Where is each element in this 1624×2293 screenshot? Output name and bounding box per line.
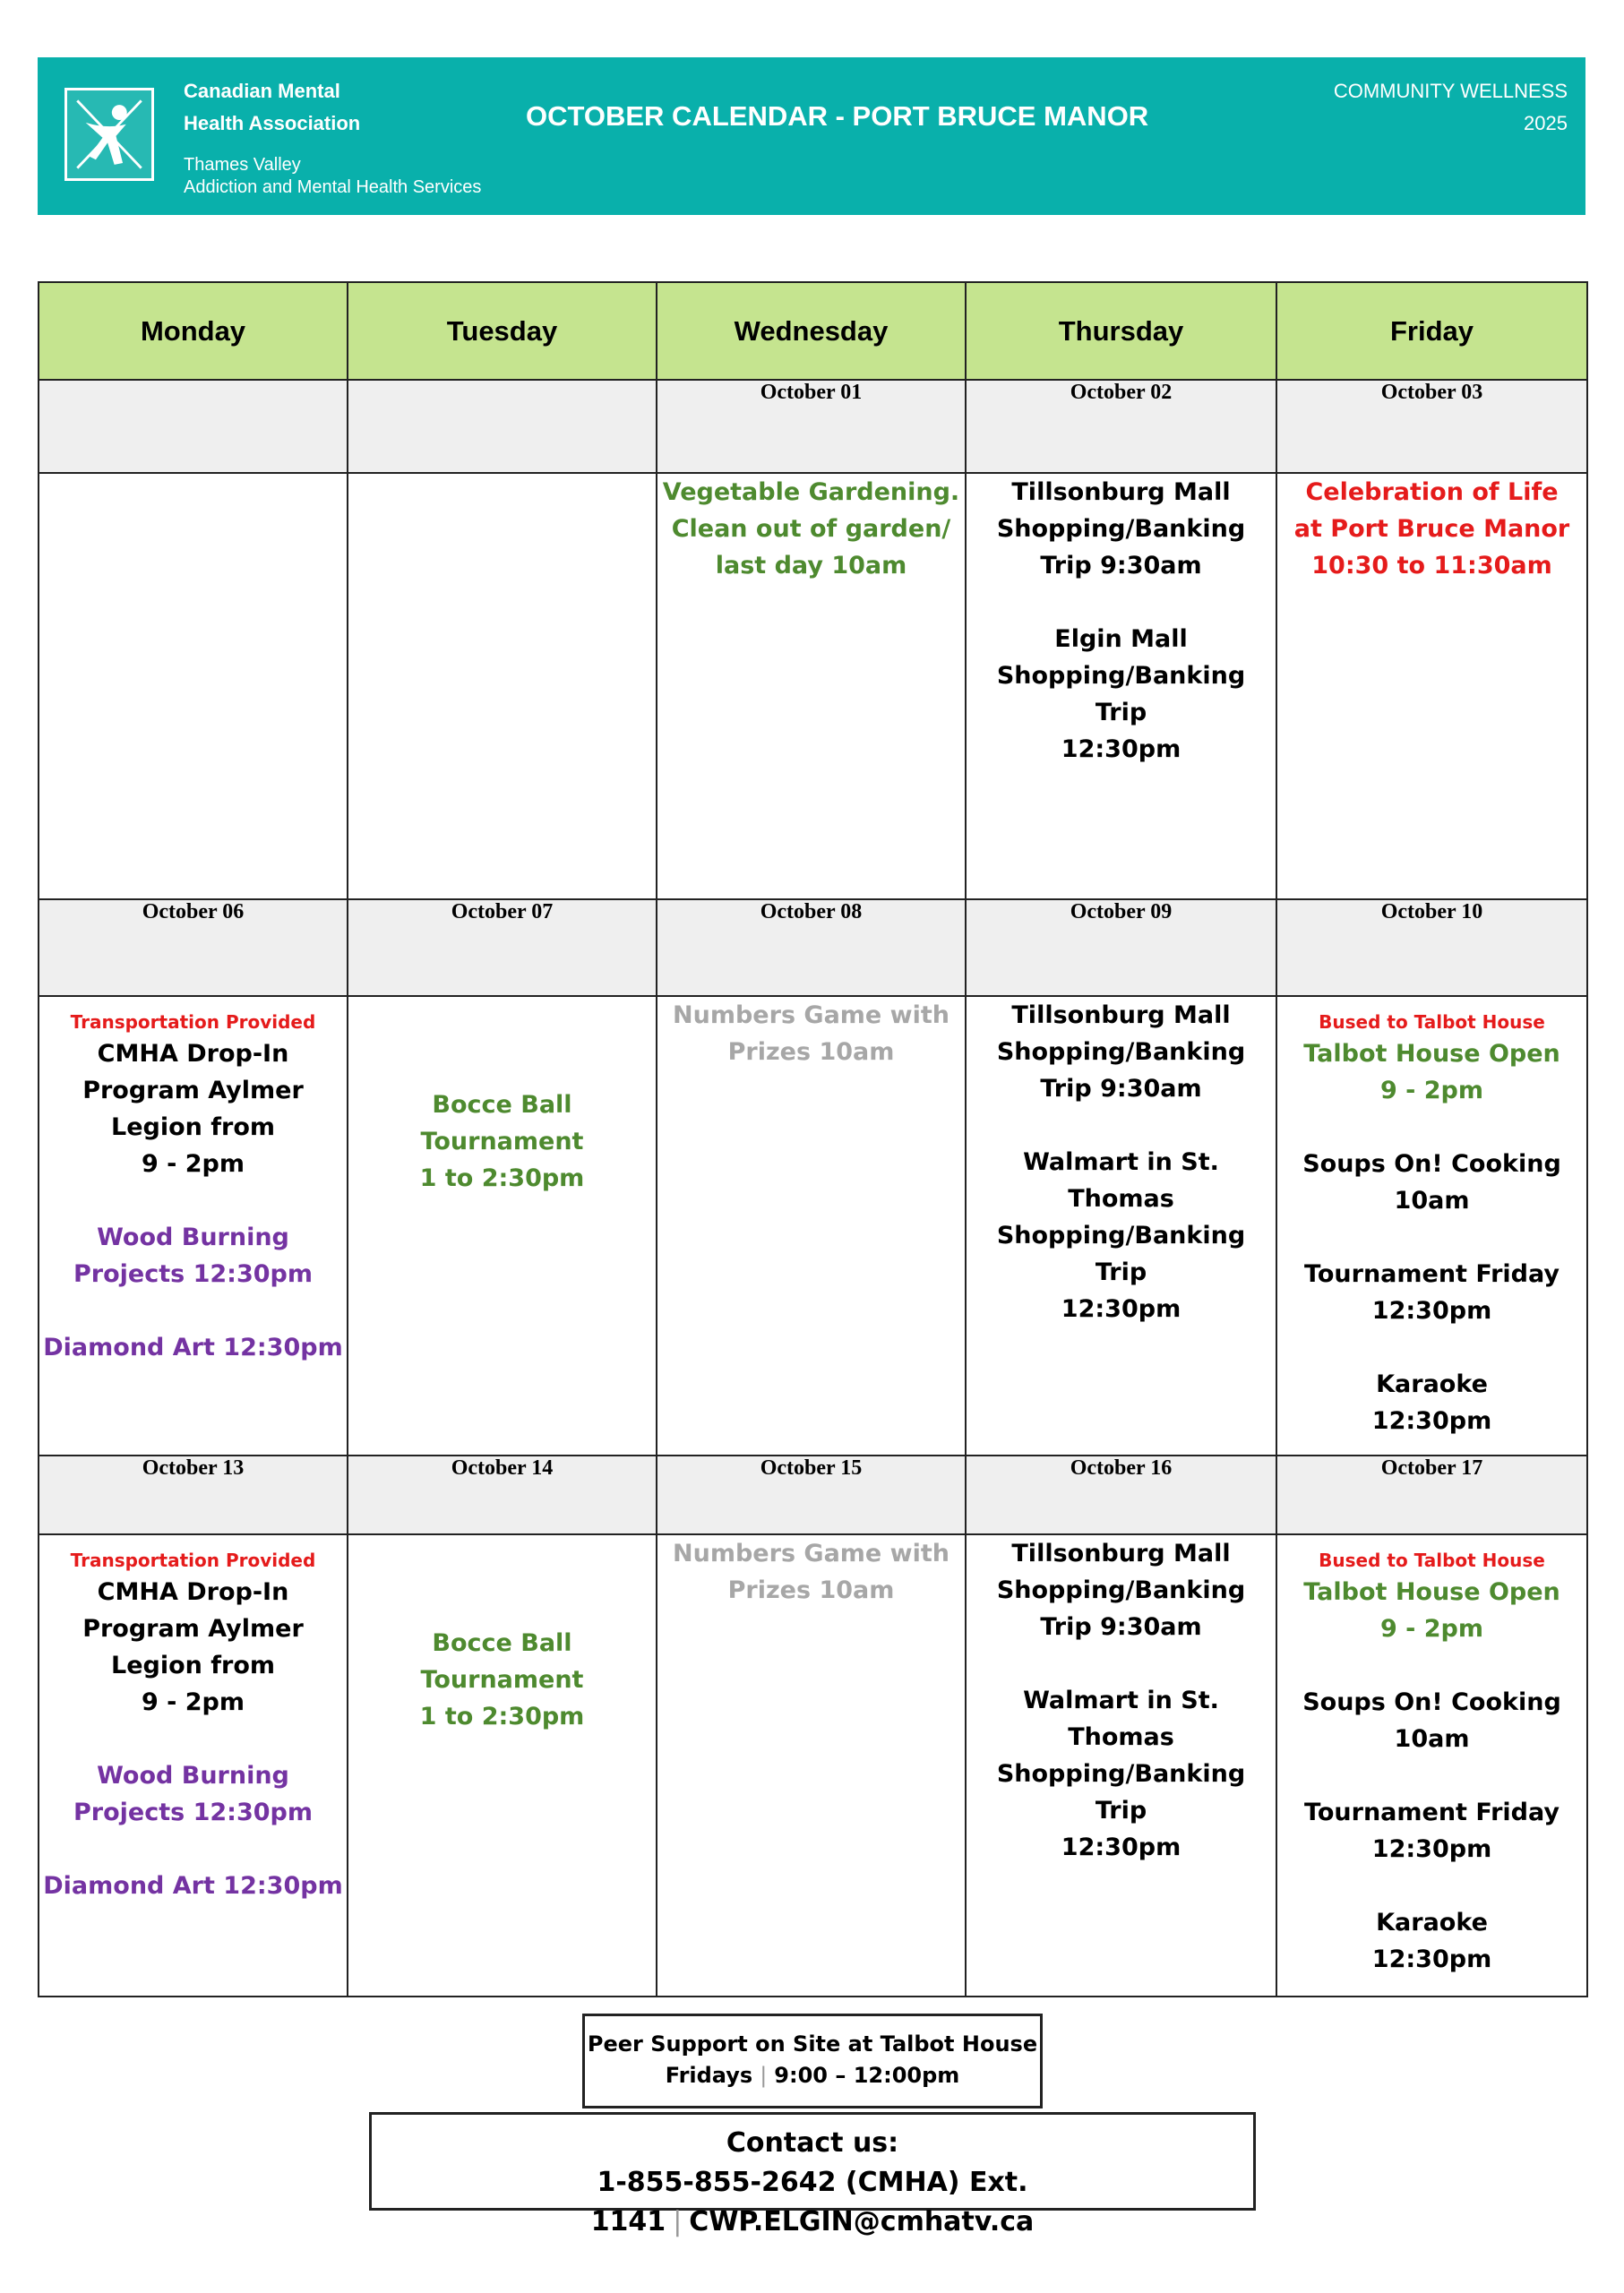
separator: | xyxy=(673,2206,683,2237)
activity-line: Trip xyxy=(1095,699,1147,727)
activity-line: 9 - 2pm xyxy=(1379,1076,1484,1104)
org-subtitle xyxy=(184,154,560,199)
peer-support-box xyxy=(582,2014,1043,2108)
transport-tag: Transportation Provided xyxy=(70,1010,316,1033)
activity-cell-friday xyxy=(1276,996,1587,1456)
transport-tag: Transportation Provided xyxy=(70,1549,316,1571)
activity-cell-monday xyxy=(39,1534,348,1997)
activity-line: Tournament Friday xyxy=(1304,1259,1560,1288)
activity-row-week3 xyxy=(39,1534,1587,1997)
program-year: 2025 xyxy=(1524,112,1568,134)
activity-line: Talbot House Open xyxy=(1303,1039,1560,1068)
date-cell: October 15 xyxy=(657,1456,966,1534)
day-header-thursday: Thursday xyxy=(966,282,1276,380)
activity-line: Tournament xyxy=(420,1127,584,1155)
activity-cell-monday xyxy=(39,996,348,1456)
activity-line: Elgin Mall xyxy=(1054,625,1188,654)
day-header-wednesday: Wednesday xyxy=(657,282,966,380)
bus-tag: Bused to Talbot House xyxy=(1319,1010,1545,1033)
activity-cell-empty xyxy=(348,473,657,899)
activity-line: Talbot House Open xyxy=(1303,1577,1560,1606)
contact-details xyxy=(372,2163,1253,2242)
activity-line: Prizes 10am xyxy=(727,1576,895,1604)
activity-line: Bocce Ball xyxy=(432,1090,572,1119)
activity-line: 9 - 2pm xyxy=(141,1688,245,1716)
activity-line: 12:30pm xyxy=(1371,1406,1492,1435)
activity-line: Tournament xyxy=(420,1665,584,1694)
activity-line: Diamond Art 12:30pm xyxy=(43,1333,343,1361)
activity-line: Projects 12:30pm xyxy=(73,1798,313,1826)
date-cell: October 08 xyxy=(657,899,966,995)
date-cell: October 13 xyxy=(39,1456,348,1534)
org-name-line2: Health Association xyxy=(184,112,361,134)
date-cell xyxy=(39,380,348,473)
activity-line: 10am xyxy=(1394,1724,1470,1753)
date-row-week2 xyxy=(39,899,1587,995)
day-header-row xyxy=(39,282,1587,380)
date-row-week1 xyxy=(39,380,1587,473)
activity-line: Prizes 10am xyxy=(727,1037,895,1066)
activity-line: Shopping/Banking xyxy=(996,515,1246,544)
contact-box xyxy=(369,2112,1256,2237)
date-cell xyxy=(348,380,657,473)
contact-heading: Contact us: xyxy=(726,2127,899,2159)
activity-line: Soups On! Cooking xyxy=(1302,1149,1561,1178)
date-row-week3 xyxy=(39,1456,1587,1534)
activity-cell-thursday xyxy=(966,996,1276,1456)
activity-line: Shopping/Banking xyxy=(996,1037,1246,1066)
activity-line: 12:30pm xyxy=(1061,1833,1181,1861)
org-name-line1: Canadian Mental xyxy=(184,80,340,102)
cmha-logo xyxy=(64,88,154,181)
separator: | xyxy=(760,2063,768,2088)
activity-line: CMHA Drop-In xyxy=(97,1039,289,1068)
activity-line: Karaoke xyxy=(1376,1370,1488,1398)
contact-phone[interactable]: 1-855-855-2642 (CMHA) Ext. 1141 xyxy=(590,2167,1028,2237)
program-line1: COMMUNITY WELLNESS xyxy=(1333,80,1568,102)
activity-line: 9 - 2pm xyxy=(1379,1614,1484,1643)
activity-line: Soups On! Cooking xyxy=(1302,1688,1561,1716)
activity-line: Legion from xyxy=(110,1651,275,1679)
calendar-table xyxy=(38,281,1588,1997)
peer-support-days: Fridays xyxy=(665,2063,753,2088)
activity-row-week1 xyxy=(39,473,1587,899)
activity-line: 10:30 to 11:30am xyxy=(1311,552,1552,580)
header-banner xyxy=(38,57,1585,215)
activity-line: 1 to 2:30pm xyxy=(419,1702,585,1730)
activity-line: Celebration of Life xyxy=(1305,478,1559,507)
activity-line: Thomas xyxy=(1068,1722,1174,1751)
activity-line: Tournament Friday xyxy=(1304,1798,1560,1826)
date-cell: October 16 xyxy=(966,1456,1276,1534)
calendar-title: OCTOBER CALENDAR - PORT BRUCE MANOR xyxy=(526,100,1149,132)
activity-line: Program Aylmer xyxy=(82,1614,304,1643)
org-name xyxy=(184,75,452,140)
org-sub-line2: Addiction and Mental Health Services xyxy=(184,177,482,197)
date-cell: October 17 xyxy=(1276,1456,1587,1534)
activity-cell-empty xyxy=(39,473,348,899)
activity-line: Legion from xyxy=(110,1112,275,1141)
date-cell: October 02 xyxy=(966,380,1276,473)
activity-line: Trip 9:30am xyxy=(1040,1074,1202,1103)
activity-cell-friday xyxy=(1276,1534,1587,1997)
activity-line: Trip xyxy=(1095,1258,1147,1286)
activity-line: Program Aylmer xyxy=(82,1076,304,1104)
bus-tag: Bused to Talbot House xyxy=(1319,1549,1545,1571)
activity-line: Tillsonburg Mall xyxy=(1011,1539,1231,1567)
activity-line: Trip 9:30am xyxy=(1040,552,1202,580)
activity-cell-wednesday xyxy=(657,473,966,899)
activity-line: Trip 9:30am xyxy=(1040,1612,1202,1641)
day-header-monday: Monday xyxy=(39,282,348,380)
activity-cell-wednesday xyxy=(657,1534,966,1997)
activity-line: Projects 12:30pm xyxy=(73,1259,313,1288)
contact-email[interactable]: CWP.ELGIN@cmhatv.ca xyxy=(689,2206,1035,2237)
activity-line: Wood Burning xyxy=(97,1223,289,1251)
date-cell: October 07 xyxy=(348,899,657,995)
activity-cell-friday xyxy=(1276,473,1587,899)
activity-line: Shopping/Banking xyxy=(996,1576,1246,1604)
activity-line: Diamond Art 12:30pm xyxy=(43,1871,343,1900)
program-label xyxy=(1334,75,1568,140)
activity-line: 12:30pm xyxy=(1371,1296,1492,1325)
date-cell: October 01 xyxy=(657,380,966,473)
activity-line: Shopping/Banking xyxy=(996,1759,1246,1788)
activity-line: Wood Burning xyxy=(97,1761,289,1790)
activity-line: Walmart in St. xyxy=(1023,1147,1219,1176)
activity-line: CMHA Drop-In xyxy=(97,1577,289,1606)
activity-line: Tillsonburg Mall xyxy=(1011,478,1231,507)
activity-line: last day 10am xyxy=(715,552,907,580)
activity-cell-thursday xyxy=(966,1534,1276,1997)
activity-line: Numbers Game with xyxy=(673,1001,949,1029)
activity-cell-thursday xyxy=(966,473,1276,899)
activity-line: 12:30pm xyxy=(1371,1945,1492,1973)
activity-line: Clean out of garden/ xyxy=(671,515,951,544)
activity-line: Shopping/Banking xyxy=(996,662,1246,691)
activity-line: Vegetable Gardening. xyxy=(662,478,960,507)
cmha-figure-icon xyxy=(67,90,151,178)
activity-line: 12:30pm xyxy=(1371,1834,1492,1863)
activity-line: Bocce Ball xyxy=(432,1628,572,1657)
activity-line: 10am xyxy=(1394,1186,1470,1215)
day-header-tuesday: Tuesday xyxy=(348,282,657,380)
date-cell: October 10 xyxy=(1276,899,1587,995)
activity-line: at Port Bruce Manor xyxy=(1293,515,1570,544)
activity-line: 12:30pm xyxy=(1061,1294,1181,1323)
activity-line: Thomas xyxy=(1068,1184,1174,1213)
peer-support-title: Peer Support on Site at Talbot House xyxy=(587,2031,1038,2057)
activity-row-week2 xyxy=(39,996,1587,1456)
activity-line: Tillsonburg Mall xyxy=(1011,1001,1231,1029)
activity-cell-tuesday xyxy=(348,1534,657,1997)
date-cell: October 09 xyxy=(966,899,1276,995)
peer-support-schedule xyxy=(585,2060,1040,2091)
activity-line: 9 - 2pm xyxy=(141,1149,245,1178)
activity-line: Shopping/Banking xyxy=(996,1221,1246,1250)
date-cell: October 03 xyxy=(1276,380,1587,473)
org-sub-line1: Thames Valley xyxy=(184,155,301,175)
date-cell: October 14 xyxy=(348,1456,657,1534)
peer-support-time: 9:00 – 12:00pm xyxy=(774,2063,960,2088)
activity-line: Karaoke xyxy=(1376,1908,1488,1937)
activity-cell-tuesday xyxy=(348,996,657,1456)
date-cell: October 06 xyxy=(39,899,348,995)
day-header-friday: Friday xyxy=(1276,282,1587,380)
activity-line: Walmart in St. xyxy=(1023,1686,1219,1714)
activity-line: 1 to 2:30pm xyxy=(419,1164,585,1192)
activity-line: Trip xyxy=(1095,1796,1147,1825)
activity-line: 12:30pm xyxy=(1061,735,1181,764)
activity-line: Numbers Game with xyxy=(673,1539,949,1567)
activity-cell-wednesday xyxy=(657,996,966,1456)
